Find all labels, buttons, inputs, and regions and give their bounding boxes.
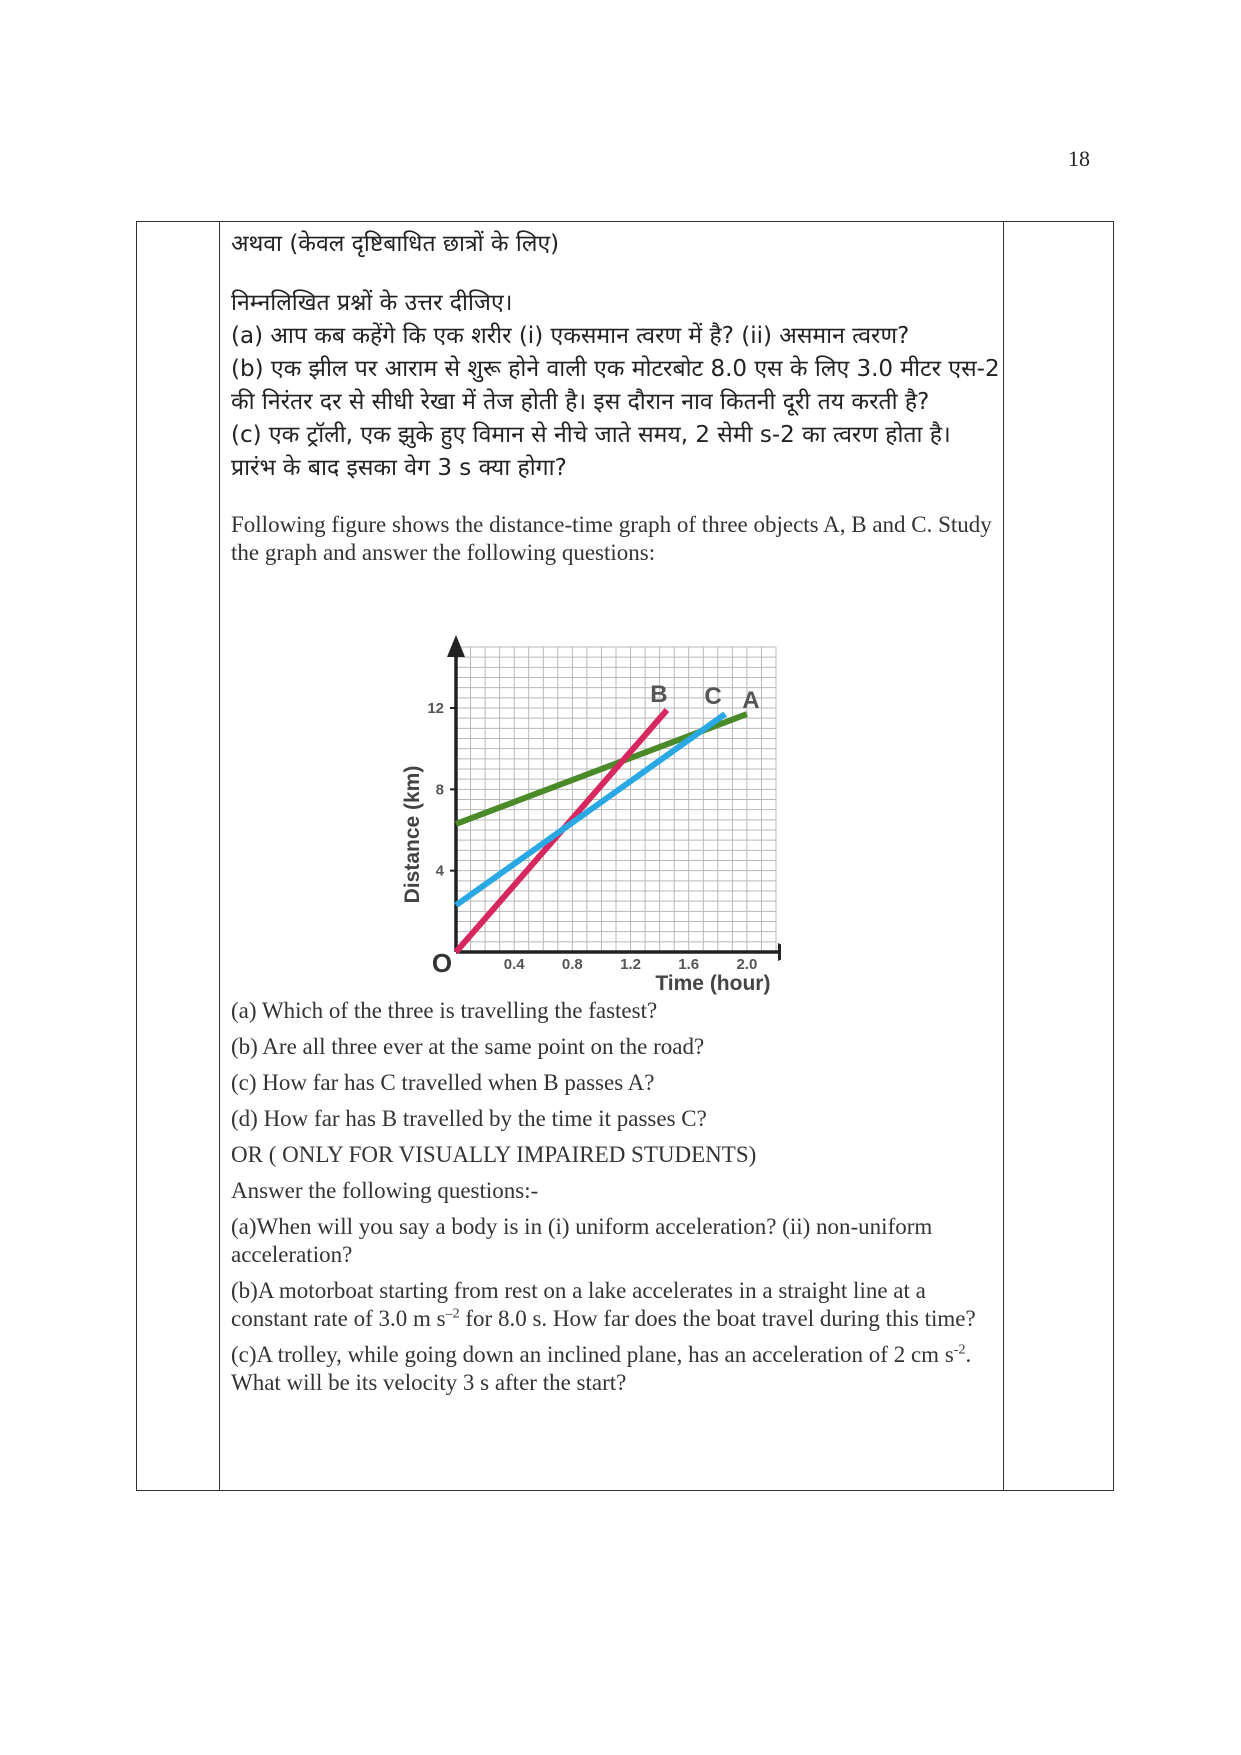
hindi-question-b: (b) एक झील पर आराम से शुरू होने वाली एक मोटरबोट 8.0 एस के लिए 3.0 मीटर एस-2 की निरंतर दर से सीधी रेखा में तेज होती है। इस दौरान नाव कितनी दूरी तय करती है? [231,356,1000,415]
vi-question-c-exponent: -2 [953,1342,966,1358]
y-axis-arrow [447,635,465,657]
x-tick-label: 1.6 [678,956,700,973]
hindi-question-a: (a) आप कब कहेंगे कि एक शरीर (i) एकसमान त्वरण में है? (ii) असमान त्वरण? [231,323,910,349]
x-tick-label: 2.0 [736,956,758,973]
distance-time-chart [361,597,781,997]
or-visually-impaired: OR ( ONLY FOR VISUALLY IMPAIRED STUDENTS) [231,1142,757,1167]
question-d: (d) How far has B travelled by the time it passes C? [231,1106,707,1131]
graph-intro: Following figure shows the distance-time graph of three objects A, B and C. Study the graph and answer the following questions: [231,512,992,565]
question-b: (b) Are all three ever at the same point on the road? [231,1034,705,1059]
y-axis-label: Distance (km) [401,765,424,904]
series-label-c: C [704,683,722,711]
page-number: 18 [1068,146,1090,171]
column-divider-left [219,222,220,1490]
origin-label: O [431,948,453,978]
question-content [231,222,1001,1397]
x-tick-label: 0.4 [503,956,525,973]
hindi-instruction: निम्नलिखित प्रश्नों के उत्तर दीजिए। [231,290,513,316]
vi-question-b-text: (b)A motorboat starting from rest on a lake accelerates in a straight line at a constant rate of 3.0 m s [231,1278,926,1331]
vi-question-c-text-end: . What will be its velocity 3 s after the start? [231,1342,972,1395]
question-c: (c) How far has C travelled when B passes A? [231,1070,655,1095]
question-table [136,221,1114,1491]
vi-question-c [231,1341,1001,1397]
answer-lead: Answer the following questions:- [231,1178,539,1203]
vi-question-b-exponent: –2 [445,1306,460,1322]
vi-question-a: (a)When will you say a body is in (i) uniform acceleration? (ii) non-uniform acceleration? [231,1214,933,1267]
y-tick-label: 8 [435,781,444,799]
hindi-question-c: (c) एक ट्रॉली, एक झुके हुए विमान से नीचे जाते समय, 2 सेमी s-2 का त्वरण होता है। प्रारंभ के बाद इसका वेग 3 s क्या होगा? [231,422,951,481]
x-tick-label: 1.2 [620,956,641,973]
series-label-a: A [742,687,760,715]
x-tick-label: 0.8 [561,956,583,973]
vi-question-b [231,1277,1001,1333]
y-tick-label: 12 [427,700,444,717]
x-axis-label: Time (hour) [655,972,771,995]
vi-question-c-text: (c)A trolley, while going down an inclined plane, has an acceleration of 2 cm s [231,1342,954,1367]
series-label-b: B [650,681,668,709]
chart-svg [361,597,781,997]
y-tick-label: 4 [435,862,444,880]
vi-question-b-text-end: for 8.0 s. How far does the boat travel during this time? [459,1306,976,1331]
column-divider-right [1003,222,1004,1490]
question-a: (a) Which of the three is travelling the fastest? [231,998,658,1023]
x-axis-arrow [778,943,781,961]
hindi-or-heading: अथवा (केवल दृष्टिबाधित छात्रों के लिए) [231,231,560,257]
